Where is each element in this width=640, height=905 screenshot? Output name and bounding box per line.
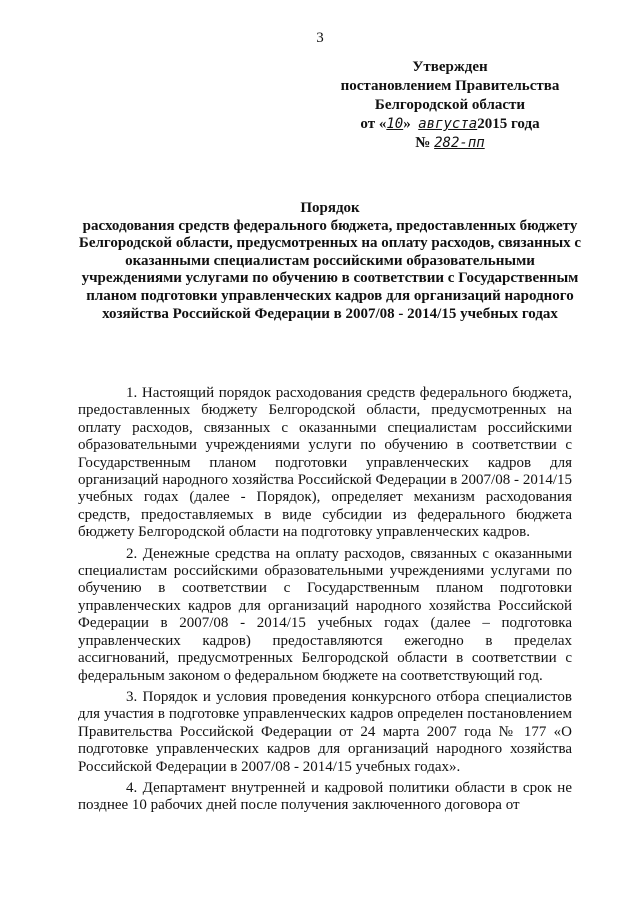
page-number: 3 — [316, 30, 324, 46]
document-body — [78, 385, 572, 819]
approval-line-region: Белгородской области — [374, 97, 526, 113]
date-mid: » — [403, 116, 411, 132]
title-subtitle: расходования средств федерального бюджета, предоставленных бюджету Белгородской области, предусмотренных на оплату расходов, связанных с оказанными специалистам российскими образовательными учреждениями услугами по обучению в соответствии с Государственным планом подготовки управленческих кадров для организаций народного хозяйства Российской Федерации в 2007/08 - 2014/15 учебных годах — [78, 217, 582, 322]
date-day: 10 — [386, 116, 404, 132]
title-heading: Порядок — [300, 200, 360, 216]
approval-line-resolution: постановлением Правительства — [340, 78, 560, 94]
date-month: августа — [418, 116, 478, 132]
approval-stamp — [330, 58, 570, 153]
paragraph-3: 3. Порядок и условия проведения конкурсного отбора специалистов для участия в подготовке управленческих кадров определен постановлением Правительства Российской Федерации от 24 марта 2007 года № 177 «О подготовке управленческих кадров для организаций народного хозяйства Российской Федерации в 2007/08 - 2014/15 учебных годах». — [78, 688, 572, 775]
approval-date — [330, 115, 570, 134]
number-value: 282-пп — [434, 135, 485, 151]
approval-number — [330, 134, 570, 153]
paragraph-1: 1. Настоящий порядок расходования средств федерального бюджета, предоставленных бюджету Белгородской области, предусмотренных на оплату расходов, связанных с оказанными специалистам российскими образовательными учреждениями услуги по обучению в соответствии с Государственным планом подготовки управленческих кадров для организаций народного хозяйства Российской Федерации в 2007/08 - 2014/15 учебных годах (далее - Порядок), определяет механизм расходования средств, предоставляемых в виде субсидии из федерального бюджета бюджету Белгородской области на подготовку управленческих кадров. — [78, 385, 572, 541]
date-prefix: от « — [360, 116, 387, 132]
approval-line-approved: Утвержден — [412, 59, 488, 75]
document-title — [78, 200, 582, 323]
paragraph-2: 2. Денежные средства на оплату расходов, связанных с оказанными специалистам российскими образовательными учреждениями услугами по обучению в соответствии с Государственным планом подготовки управленческих кадров для организаций народного хозяйства Российской Федерации в 2007/08 - 2014/15 учебных годах (далее – подготовка управленческих кадров) предоставляются ежегодно в пределах ассигнований, предусмотренных Белгородской области в соответствии с федеральным законом о федеральном бюджете на соответствующий год. — [78, 545, 572, 684]
paragraph-4: 4. Департамент внутренней и кадровой политики области в срок не позднее 10 рабочих дней после получения заключенного договора от — [78, 779, 572, 814]
number-prefix: № — [415, 135, 435, 151]
date-year: 2015 года — [477, 116, 540, 132]
